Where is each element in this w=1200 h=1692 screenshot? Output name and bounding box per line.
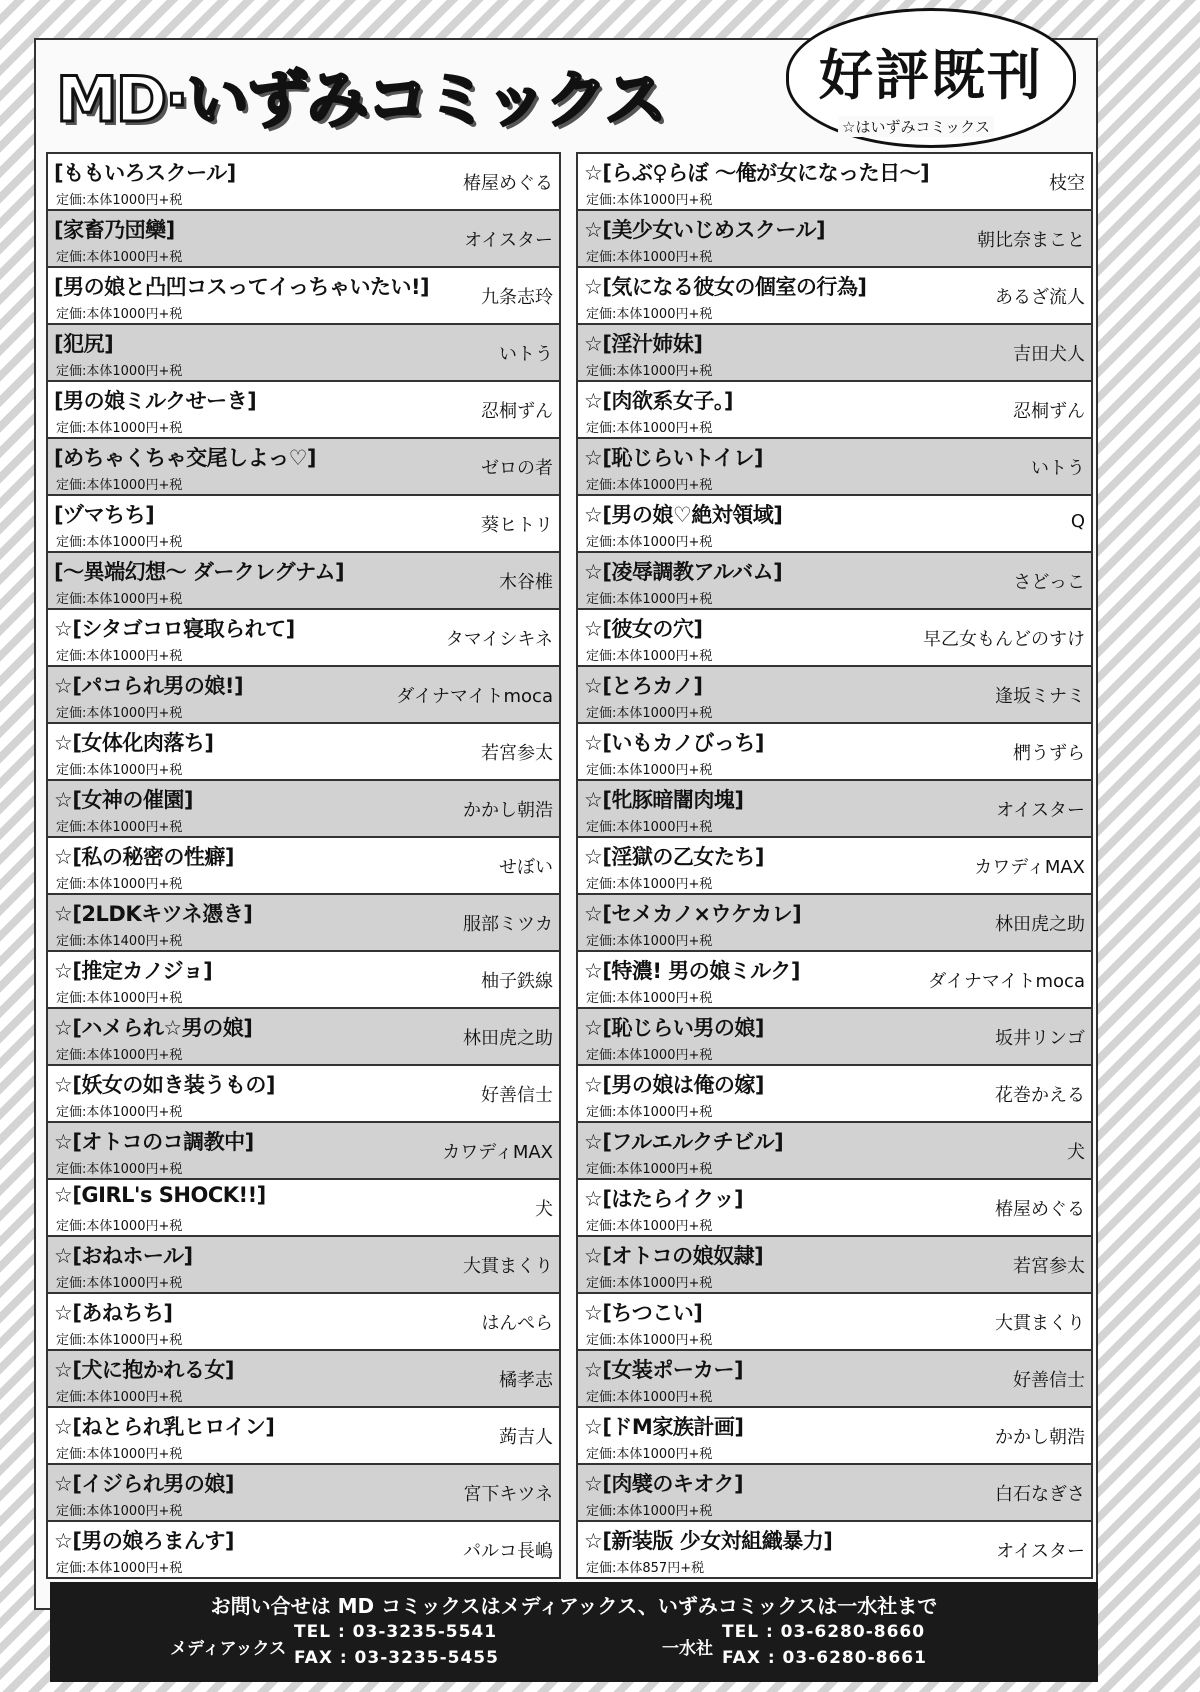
book-price: 定価:本体1000円+税	[56, 193, 183, 208]
book-title: [男の娘ミルクせーき]	[54, 389, 257, 413]
book-price: 定価:本体1000円+税	[56, 820, 183, 835]
book-author: 花巻かえる	[995, 1085, 1085, 1106]
book-title: [ヅマちち]	[54, 503, 155, 527]
book-row	[578, 211, 1091, 268]
book-title: ☆[はたらイクッ]	[584, 1187, 744, 1211]
book-author: 服部ミツカ	[463, 914, 553, 935]
book-title: ☆[新装版 少女対組織暴力]	[584, 1529, 833, 1553]
book-title: [犯尻]	[54, 332, 114, 356]
book-title: ☆[妖女の如き装うもの]	[54, 1073, 276, 1097]
book-row	[578, 895, 1091, 952]
book-price: 定価:本体1000円+税	[586, 1105, 713, 1120]
book-title: ☆[彼女の穴]	[584, 617, 703, 641]
book-title: ☆[フルエルクチビル]	[584, 1130, 784, 1154]
book-author: オイスター	[996, 800, 1085, 821]
book-price: 定価:本体1000円+税	[586, 250, 713, 265]
book-row	[48, 496, 559, 553]
book-price: 定価:本体1000円+税	[56, 1333, 183, 1348]
book-row	[578, 1123, 1091, 1180]
book-row	[48, 895, 559, 952]
book-price: 定価:本体1000円+税	[56, 250, 183, 265]
book-price: 定価:本体1000円+税	[586, 991, 713, 1006]
book-title: ☆[犬に抱かれる女]	[54, 1358, 235, 1382]
book-row	[578, 724, 1091, 781]
book-author: ダイナマイトmoca	[396, 686, 553, 707]
book-row	[578, 610, 1091, 667]
book-author: タマイシキネ	[445, 629, 553, 650]
book-title: ☆[肉欲系女子。]	[584, 389, 734, 413]
book-row	[48, 838, 559, 895]
book-price: 定価:本体1000円+税	[56, 1390, 183, 1405]
book-title: ☆[女神の催園]	[54, 788, 194, 812]
book-price: 定価:本体1000円+税	[56, 1504, 183, 1519]
book-author: 好善信士	[1013, 1370, 1085, 1391]
book-row	[578, 553, 1091, 610]
book-title: ☆[シタゴコロ寝取られて]	[54, 617, 295, 641]
page-title: MD·いずみコミックス	[56, 63, 665, 136]
book-price: 定価:本体1000円+税	[586, 877, 713, 892]
book-row	[48, 1009, 559, 1066]
book-row	[578, 382, 1091, 439]
book-price: 定価:本体1000円+税	[56, 877, 183, 892]
book-row	[48, 211, 559, 268]
book-price: 定価:本体1000円+税	[586, 535, 713, 550]
book-row	[578, 1066, 1091, 1123]
book-title: ☆[肉襞のキオク]	[584, 1472, 744, 1496]
book-row	[48, 382, 559, 439]
book-title: ☆[男の娘♡絶対領域]	[584, 503, 783, 527]
book-author: 柚子鉄線	[481, 971, 553, 992]
book-author: せぼい	[499, 857, 553, 878]
book-title: ☆[推定カノジョ]	[54, 959, 213, 983]
book-title: ☆[恥じらいトイレ]	[584, 446, 763, 470]
book-price: 定価:本体1000円+税	[56, 763, 183, 778]
book-price: 定価:本体1000円+税	[586, 1276, 713, 1291]
book-price: 定価:本体1000円+税	[56, 592, 183, 607]
book-title: ☆[いもカノびっち]	[584, 731, 765, 755]
book-price: 定価:本体1000円+税	[586, 421, 713, 436]
book-title: [男の娘と凸凹コスってイっちゃいたい!]	[54, 275, 430, 299]
book-author: 若宮参太	[481, 743, 553, 764]
book-price: 定価:本体1000円+税	[56, 706, 183, 721]
book-title: ☆[男の娘ろまんす]	[54, 1529, 235, 1553]
book-author: 宮下キツネ	[463, 1484, 553, 1505]
book-row	[48, 1522, 559, 1579]
book-row	[578, 667, 1091, 724]
book-price: 定価:本体1000円+税	[56, 307, 183, 322]
book-row	[48, 553, 559, 610]
book-price: 定価:本体1000円+税	[586, 1048, 713, 1063]
book-price: 定価:本体1000円+税	[586, 478, 713, 493]
book-row	[48, 781, 559, 838]
book-row	[578, 1408, 1091, 1465]
book-price: 定価:本体857円+税	[586, 1561, 705, 1576]
book-price: 定価:本体1000円+税	[56, 1561, 183, 1576]
book-price: 定価:本体1000円+税	[586, 1162, 713, 1177]
book-price: 定価:本体1000円+税	[56, 1048, 183, 1063]
book-price: 定価:本体1000円+税	[586, 649, 713, 664]
book-title: ☆[ちつこい]	[584, 1301, 703, 1325]
footer-main-text: お問い合せは MD コミックスはメディアックス、いずみコミックスは一水社まで	[210, 1594, 938, 1618]
book-author: かかし朝浩	[995, 1427, 1085, 1448]
book-price: 定価:本体1000円+税	[586, 706, 713, 721]
book-title: [ももいろスクール]	[54, 161, 236, 185]
book-price: 定価:本体1000円+税	[586, 1447, 713, 1462]
book-row	[48, 325, 559, 382]
book-title: ☆[気になる彼女の個室の行為]	[584, 275, 867, 299]
book-row	[578, 1351, 1091, 1408]
book-title: ☆[らぶ♀らぼ 〜俺が女になった日〜]	[584, 161, 930, 185]
book-price: 定価:本体1000円+税	[56, 364, 183, 379]
publisher-name: 一水社	[662, 1639, 713, 1659]
book-author: 忍桐ずん	[1013, 401, 1085, 422]
book-title: ☆[男の娘は俺の嫁]	[584, 1073, 765, 1097]
book-row	[578, 1180, 1091, 1237]
publisher-issuisha	[662, 1622, 1062, 1678]
book-title: ☆[とろカノ]	[584, 674, 703, 698]
book-price: 定価:本体1000円+税	[56, 535, 183, 550]
book-row	[48, 1123, 559, 1180]
book-author: いトう	[1031, 458, 1085, 479]
book-price: 定価:本体1400円+税	[56, 934, 183, 949]
book-author: 好善信士	[481, 1085, 553, 1106]
book-row	[48, 439, 559, 496]
book-row	[578, 781, 1091, 838]
book-author: 犬	[1067, 1142, 1085, 1163]
publisher-name: メディアックス	[170, 1639, 287, 1659]
book-author: はんぺら	[481, 1313, 553, 1334]
badge-note: ☆はいずみコミックス	[838, 116, 994, 137]
book-row	[578, 268, 1091, 325]
book-price: 定価:本体1000円+税	[586, 820, 713, 835]
book-author: あるざ流人	[995, 287, 1085, 308]
book-author: 椚うずら	[1013, 743, 1085, 764]
book-author: 白石なぎさ	[995, 1484, 1085, 1505]
publisher-tel: TEL : 03-6280-8660	[722, 1622, 926, 1642]
book-author: 枝空	[1049, 173, 1085, 194]
book-author: 早乙女もんどのすけ	[923, 629, 1085, 650]
book-author: 坂井リンゴ	[995, 1028, 1085, 1049]
book-title: ☆[私の秘密の性癖]	[54, 845, 235, 869]
book-author: ゼロの者	[481, 458, 553, 479]
book-title: [めちゃくちゃ交尾しよっ♡]	[54, 446, 317, 470]
book-price: 定価:本体1000円+税	[586, 934, 713, 949]
book-author: 蒟吉人	[499, 1427, 553, 1448]
book-author: カワディMAX	[442, 1142, 553, 1163]
publisher-fax: FAX : 03-6280-8661	[722, 1648, 927, 1668]
book-title: ☆[女体化肉落ち]	[54, 731, 214, 755]
book-author: 朝比奈まこと	[977, 230, 1085, 251]
book-title: ☆[凌辱調教アルバム]	[584, 560, 783, 584]
book-title: ☆[セメカノ×ウケカレ]	[584, 902, 802, 926]
book-title: ☆[2LDKキツネ憑き]	[54, 902, 253, 926]
book-row	[48, 1351, 559, 1408]
book-price: 定価:本体1000円+税	[586, 1333, 713, 1348]
book-author: 九条志玲	[481, 287, 553, 308]
book-title: ☆[おねホール]	[54, 1244, 193, 1268]
book-title: ☆[ドM家族計画]	[584, 1415, 744, 1439]
book-author: オイスター	[996, 1541, 1085, 1562]
left-book-list	[46, 152, 561, 1579]
book-author: 椿屋めぐる	[995, 1199, 1085, 1220]
book-row	[48, 667, 559, 724]
book-title: [家畜乃団欒]	[54, 218, 175, 242]
book-price: 定価:本体1000円+税	[586, 364, 713, 379]
book-title: ☆[あねちち]	[54, 1301, 173, 1325]
book-author: カワディMAX	[974, 857, 1085, 878]
book-price: 定価:本体1000円+税	[56, 1105, 183, 1120]
book-title: ☆[淫汁姉妹]	[584, 332, 703, 356]
book-title: ☆[ハメられ☆男の娘]	[54, 1016, 253, 1040]
book-author: 吉田犬人	[1013, 344, 1085, 365]
book-row	[48, 1066, 559, 1123]
book-author: いトう	[499, 344, 553, 365]
book-row	[48, 268, 559, 325]
book-title: ☆[牝豚暗闇肉塊]	[584, 788, 744, 812]
book-title: ☆[オトコのコ調教中]	[54, 1130, 254, 1154]
book-author: 林田虎之助	[995, 914, 1085, 935]
book-author: ダイナマイトmoca	[928, 971, 1085, 992]
book-row	[48, 1408, 559, 1465]
book-price: 定価:本体1000円+税	[56, 1162, 183, 1177]
book-title: ☆[パコられ男の娘!]	[54, 674, 244, 698]
book-author: さどっこ	[1013, 572, 1085, 593]
book-row	[48, 952, 559, 1009]
book-title: ☆[恥じらい男の娘]	[584, 1016, 765, 1040]
book-row	[578, 1294, 1091, 1351]
book-author: 大貫まくり	[463, 1256, 553, 1277]
book-title: ☆[女装ポーカー]	[584, 1358, 744, 1382]
book-price: 定価:本体1000円+税	[586, 1390, 713, 1405]
book-row	[48, 1237, 559, 1294]
book-author: オイスター	[464, 230, 553, 251]
book-author: 葵ヒトリ	[481, 515, 553, 536]
book-row	[578, 439, 1091, 496]
publisher-tel: TEL : 03-3235-5541	[294, 1622, 498, 1642]
book-author: 逢坂ミナミ	[995, 686, 1085, 707]
book-title: ☆[美少女いじめスクール]	[584, 218, 826, 242]
book-author: Q	[1070, 511, 1085, 532]
book-row	[578, 1465, 1091, 1522]
book-price: 定価:本体1000円+税	[56, 991, 183, 1006]
book-title: ☆[オトコの娘奴隷]	[584, 1244, 764, 1268]
book-title: ☆[イジられ男の娘]	[54, 1472, 235, 1496]
book-author: 忍桐ずん	[481, 401, 553, 422]
book-row	[578, 838, 1091, 895]
book-row	[48, 1180, 559, 1237]
publisher-fax: FAX : 03-3235-5455	[294, 1648, 499, 1668]
badge-label: 好評既刊	[819, 44, 1043, 107]
book-title: ☆[淫獄の乙女たち]	[584, 845, 765, 869]
book-row	[578, 1009, 1091, 1066]
book-row	[578, 325, 1091, 382]
book-row	[578, 952, 1091, 1009]
book-price: 定価:本体1000円+税	[56, 421, 183, 436]
book-author: 林田虎之助	[463, 1028, 553, 1049]
book-author: 橘孝志	[499, 1370, 553, 1391]
book-title: [〜異端幻想〜 ダークレグナム]	[54, 560, 345, 584]
book-price: 定価:本体1000円+税	[586, 307, 713, 322]
book-price: 定価:本体1000円+税	[56, 1447, 183, 1462]
book-row	[48, 1294, 559, 1351]
book-author: かかし朝浩	[463, 800, 553, 821]
book-author: 椿屋めぐる	[463, 173, 553, 194]
book-row	[578, 154, 1091, 211]
book-author: 犬	[535, 1199, 553, 1220]
book-price: 定価:本体1000円+税	[56, 1276, 183, 1291]
book-author: 若宮参太	[1013, 1256, 1085, 1277]
right-book-list	[576, 152, 1093, 1579]
book-title: ☆[特濃! 男の娘ミルク]	[584, 959, 800, 983]
book-row	[48, 610, 559, 667]
book-price: 定価:本体1000円+税	[586, 1504, 713, 1519]
footer-contact	[50, 1582, 1098, 1682]
book-author: パルコ長嶋	[463, 1541, 553, 1562]
book-price: 定価:本体1000円+税	[586, 1219, 713, 1234]
book-row	[48, 154, 559, 211]
book-price: 定価:本体1000円+税	[56, 478, 183, 493]
book-row	[578, 1237, 1091, 1294]
book-row	[578, 496, 1091, 553]
book-author: 大貫まくり	[995, 1313, 1085, 1334]
book-price: 定価:本体1000円+税	[56, 1219, 183, 1234]
publisher-mediax	[170, 1622, 590, 1678]
book-price: 定価:本体1000円+税	[56, 649, 183, 664]
book-row	[578, 1522, 1091, 1579]
book-title: ☆[ねとられ乳ヒロイン]	[54, 1415, 275, 1439]
book-price: 定価:本体1000円+税	[586, 763, 713, 778]
book-price: 定価:本体1000円+税	[586, 592, 713, 607]
book-price: 定価:本体1000円+税	[586, 193, 713, 208]
book-row	[48, 1465, 559, 1522]
book-author: 木谷椎	[499, 572, 553, 593]
book-row	[48, 724, 559, 781]
book-title: ☆[GIRL's SHOCK!!]	[54, 1183, 266, 1207]
